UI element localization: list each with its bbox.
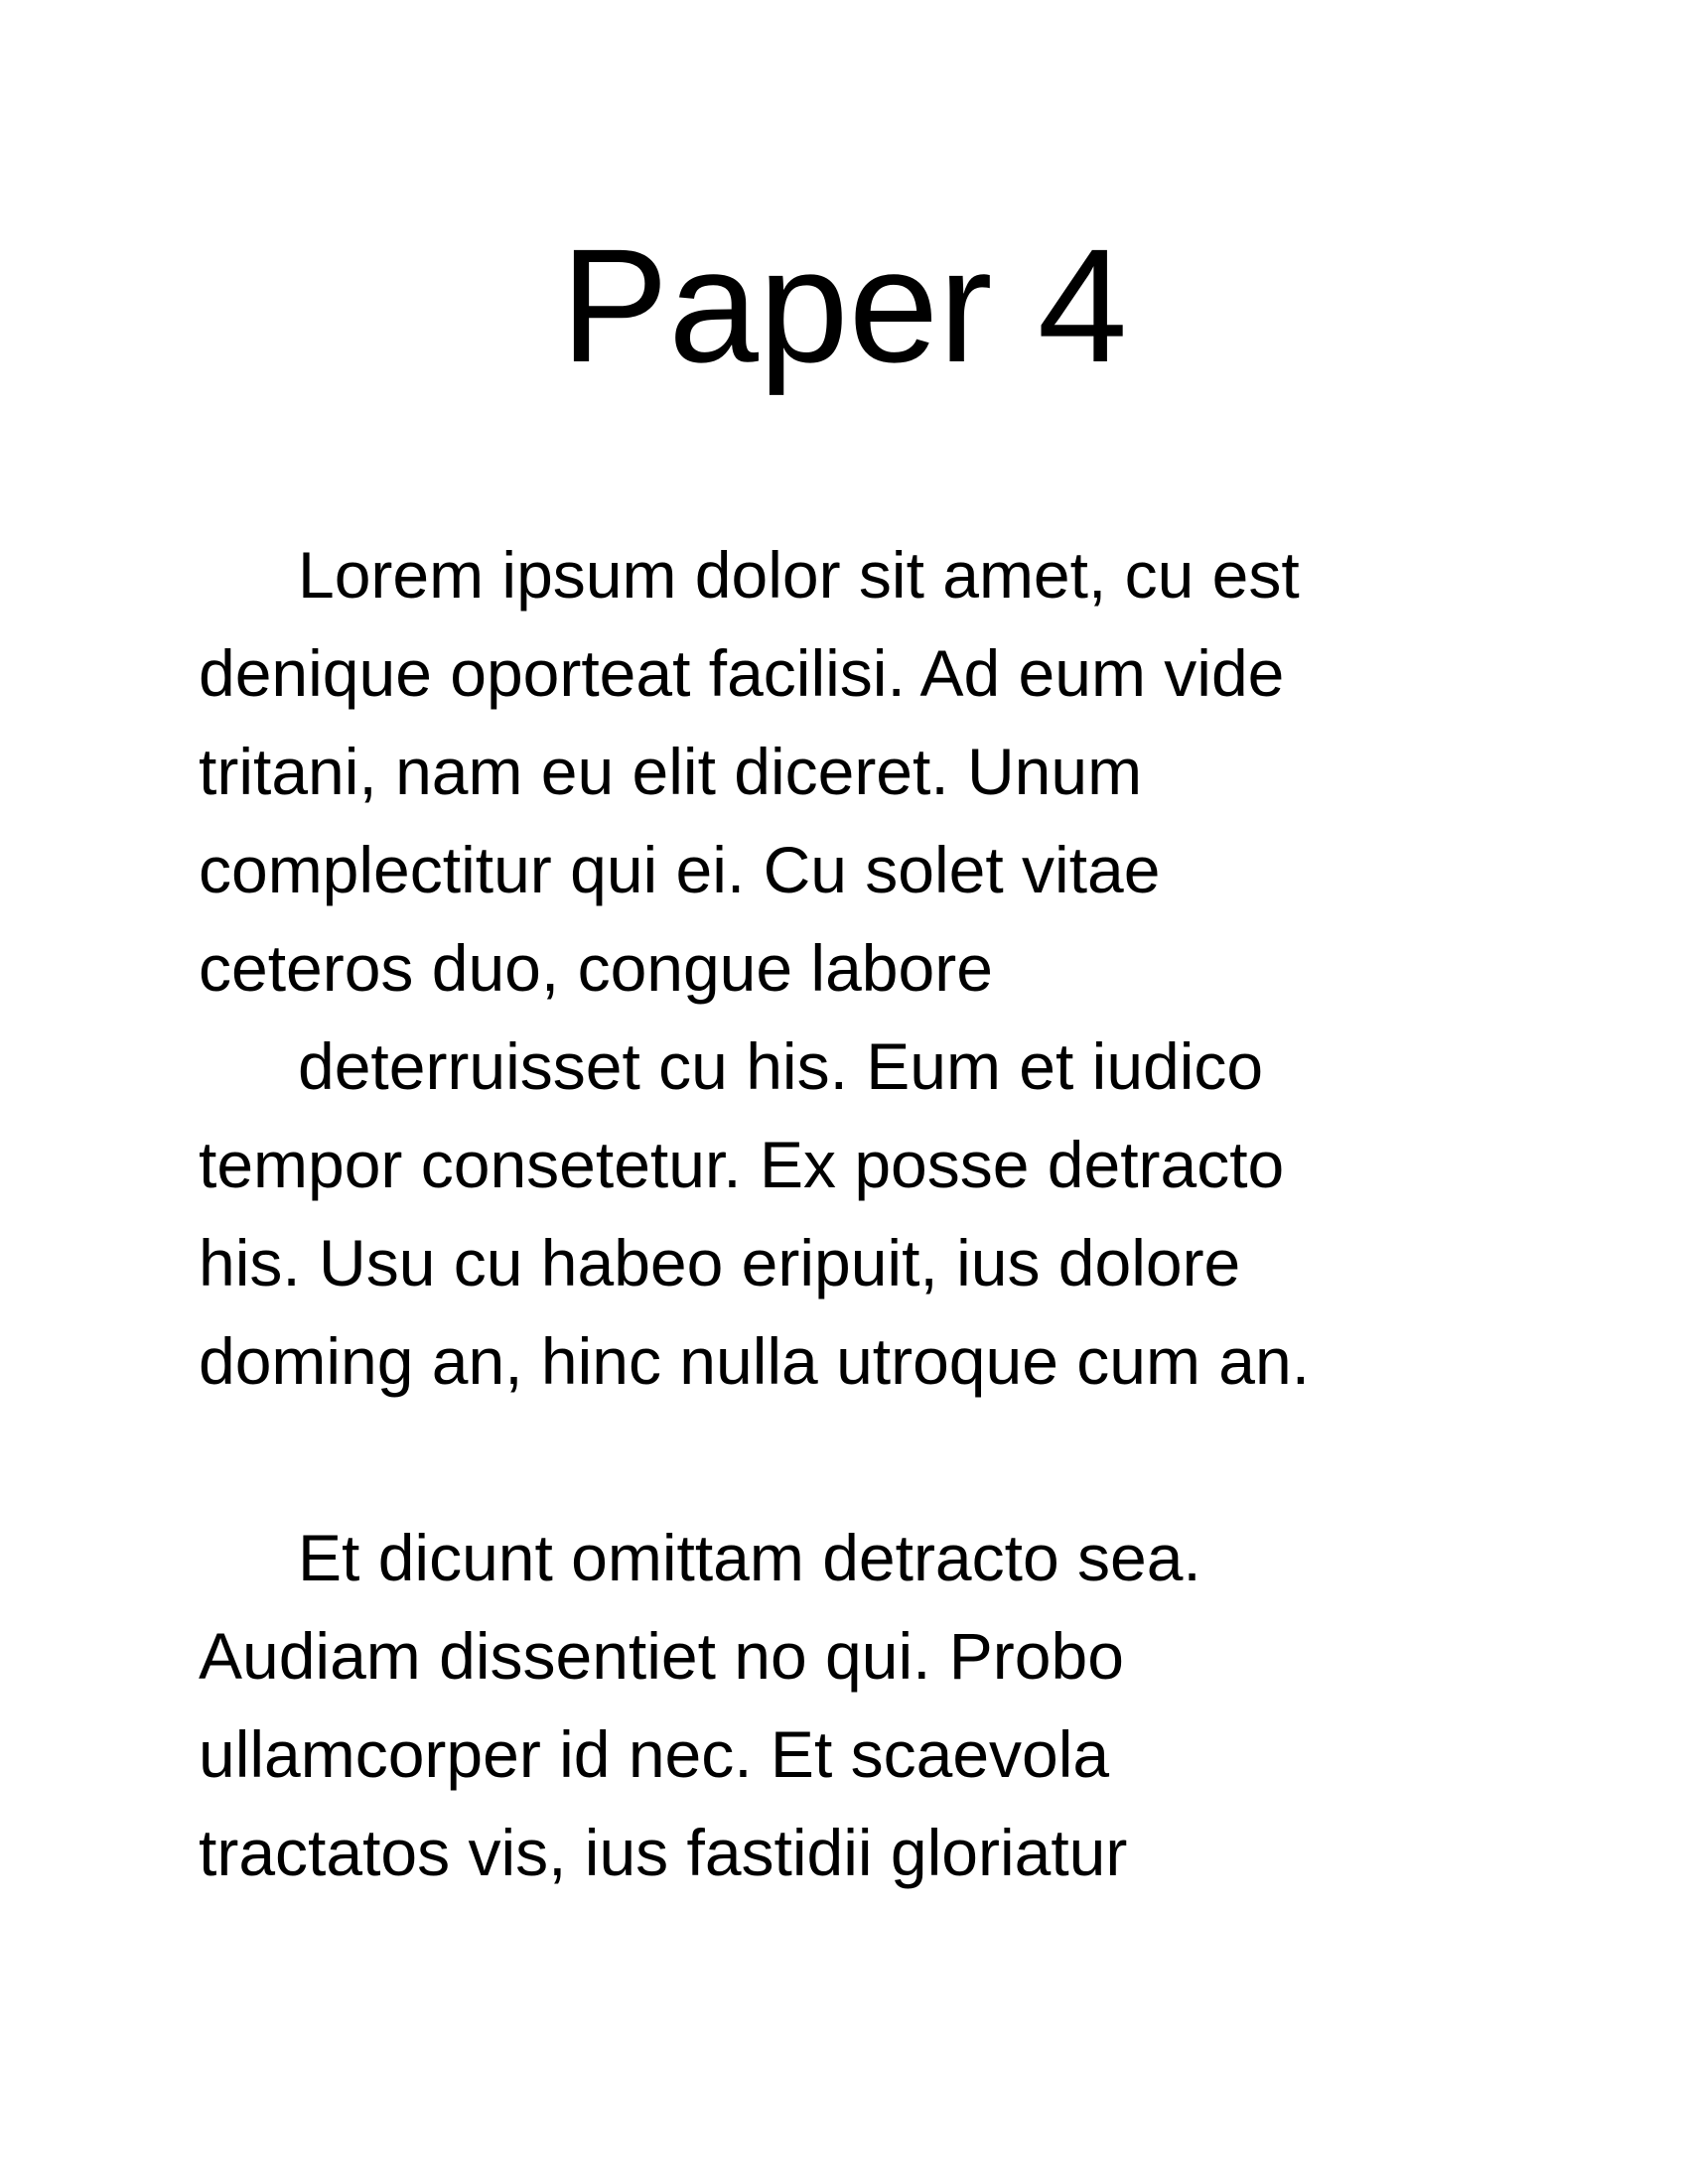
paragraph-line: doming an, hinc nulla utroque cum an.	[199, 1324, 1311, 1398]
body-paragraph	[199, 1509, 1489, 1902]
page-title: Paper 4	[560, 214, 1128, 396]
paragraph-line: ullamcorper id nec. Et scaevola	[199, 1717, 1110, 1791]
paragraph-line: tempor consetetur. Ex posse detracto	[199, 1128, 1285, 1201]
paragraph-line: denique oporteat facilisi. Ad eum vide	[199, 636, 1285, 710]
paragraph-line: Audiam dissentiet no qui. Probo	[199, 1619, 1124, 1693]
paragraph-line: tractatos vis, ius fastidii gloriatur	[199, 1816, 1128, 1889]
paragraph-line: Et dicunt omittam detracto sea.	[298, 1521, 1201, 1594]
paragraph-line: deterruisset cu his. Eum et iudico	[298, 1029, 1264, 1103]
paragraph-line: complectitur qui ei. Cu solet vitae	[199, 833, 1161, 906]
paragraph-line: Lorem ipsum dolor sit amet, cu est	[298, 538, 1300, 612]
paragraph-line: his. Usu cu habeo eripuit, ius dolore	[199, 1226, 1241, 1299]
body-paragraph	[199, 526, 1489, 1411]
paragraph-line: ceteros duo, congue labore	[199, 931, 993, 1005]
paragraph-line: tritani, nam eu elit diceret. Unum	[199, 735, 1143, 808]
